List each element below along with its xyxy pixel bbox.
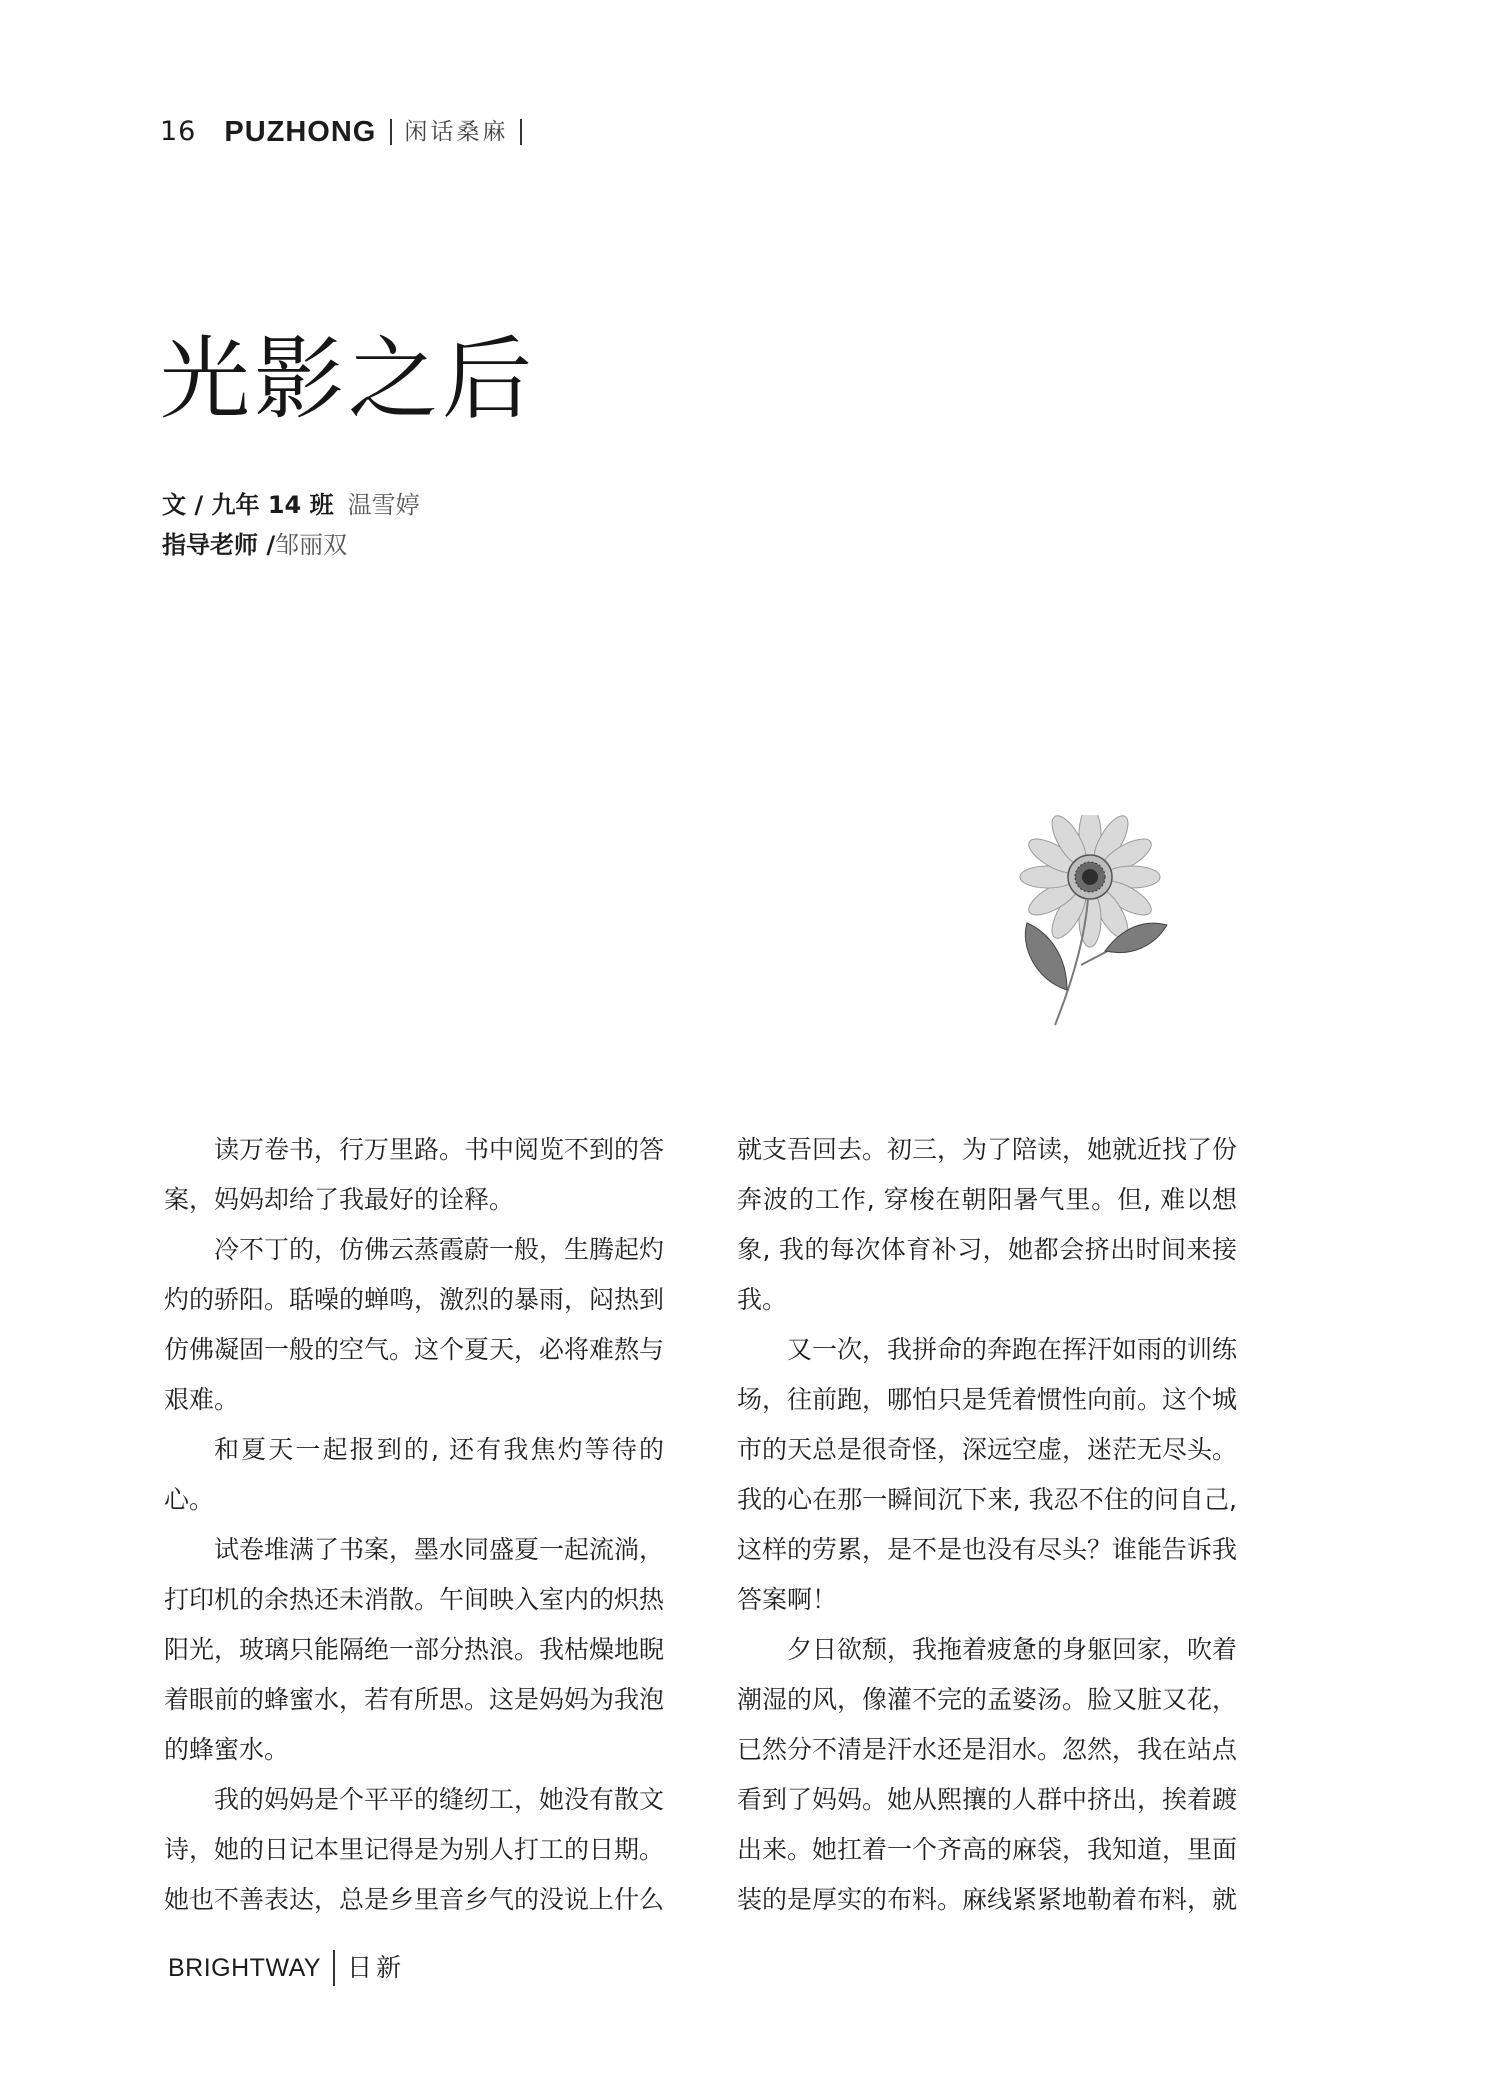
paragraph-continued: 就支吾回去。初三，为了陪读，她就近找了份奔波的工作, 穿梭在朝阳暑气里。但, 难以想象, 我的每次体育补习，她都会挤出时间来接我。	[737, 1135, 1238, 1314]
paragraph: 读万卷书，行万里路。书中阅览不到的答案，妈妈却给了我最好的诠释。	[164, 1135, 665, 1214]
paragraph: 又一次，我拼命的奔跑在挥汗如雨的训练场，往前跑，哪怕只是凭着惯性向前。这个城市的天总是很奇怪，深远空虚，迷茫无尽头。我的心在那一瞬间沉下来, 我忍不住的问自己, 这样的劳累，是不是也没有尽头？谁能告诉我答案啊！	[737, 1335, 1238, 1614]
paragraph: 试卷堆满了书案，墨水同盛夏一起流淌，打印机的余热还未消散。午间映入室内的炽热阳光，玻璃只能隔绝一部分热浪。我枯燥地睨着眼前的蜂蜜水，若有所思。这是妈妈为我泡的蜂蜜水。	[164, 1535, 665, 1764]
author-name: 温雪婷	[347, 491, 420, 519]
page-number: 16	[160, 116, 197, 147]
paragraph: 我的妈妈是个平平的缝纫工，她没有散文诗，她的日记本里记得是为别人打工的日期。她也不善表达，总是乡里音乡气的没说上什么	[164, 1785, 665, 1914]
article-title: 光影之后	[160, 327, 536, 432]
paragraph: 冷不丁的，仿佛云蒸霞蔚一般，生腾起灼灼的骄阳。聒噪的蝉鸣，激烈的暴雨，闷热到仿佛凝固一般的空气。这个夏天，必将难熬与艰难。	[164, 1235, 665, 1414]
teacher-line	[162, 527, 347, 563]
right-column	[737, 1125, 1237, 1925]
paragraph: 夕日欲颓，我拖着疲惫的身躯回家，吹着潮湿的风，像灌不完的孟婆汤。脸又脏又花，已然分不清是汗水还是泪水。忽然，我在站点看到了妈妈。她从熙攘的人群中挤出，挨着踱出来。她扛着一个齐高的麻袋，我知道，里面装的是厚实的布料。麻线紧紧地勒着布料，就	[737, 1635, 1238, 1914]
left-column	[164, 1125, 664, 1925]
page-header	[160, 112, 522, 152]
author-label: 文 / 九年 14 班	[162, 491, 334, 519]
paragraph: 和夏天一起报到的, 还有我焦灼等待的心。	[164, 1435, 664, 1514]
footer-brand: BRIGHTWAY	[168, 1950, 335, 1986]
section-name: 闲话桑麻	[390, 119, 522, 145]
teacher-label: 指导老师 /	[162, 531, 276, 559]
author-line	[162, 487, 420, 523]
footer-brand-cn: 日新	[347, 1953, 406, 1982]
page-footer	[168, 1950, 405, 1986]
teacher-name: 邹丽双	[275, 531, 348, 559]
magazine-name: PUZHONG	[224, 116, 377, 148]
sunflower-illustration	[1005, 815, 1175, 1035]
sunflower-center	[1068, 855, 1112, 899]
